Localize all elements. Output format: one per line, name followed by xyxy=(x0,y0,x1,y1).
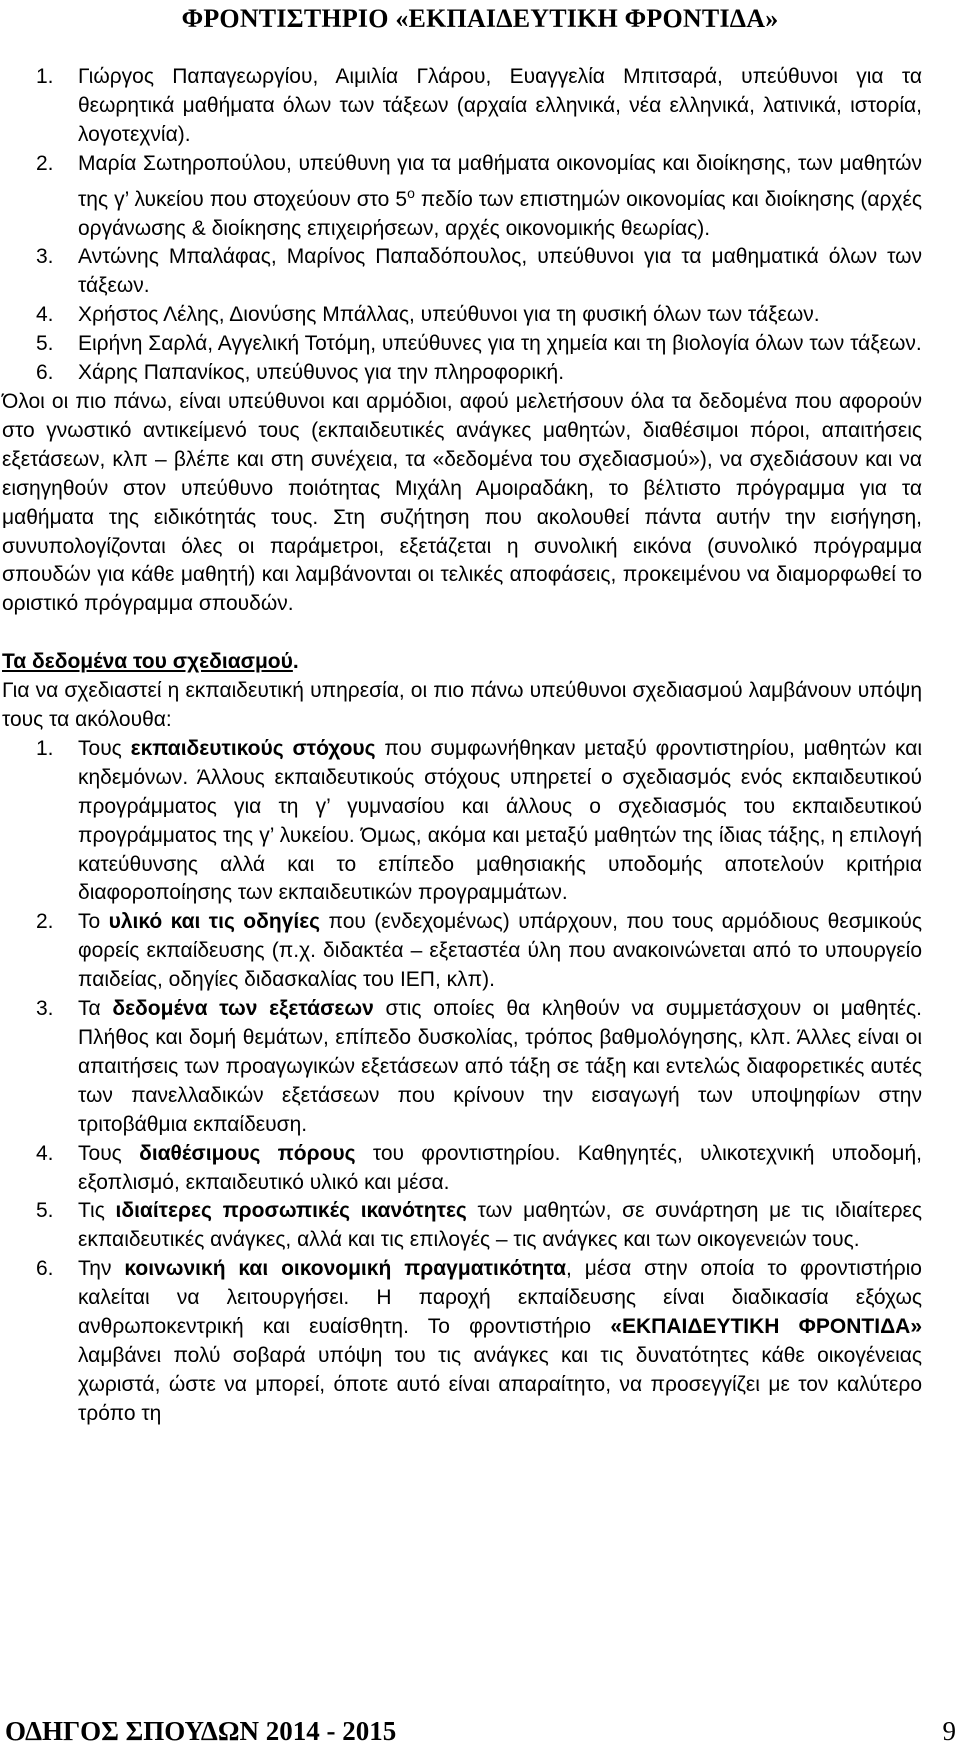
page-footer xyxy=(0,1716,960,1756)
list-number: 1. xyxy=(36,65,54,88)
design-factors-list xyxy=(2,735,922,1429)
list-number: 5. xyxy=(36,332,54,356)
superscript: ο xyxy=(407,184,415,201)
document-body xyxy=(2,63,922,1429)
list-number: 1. xyxy=(36,736,54,760)
emphasis-text: κοινωνική και οικονομική πραγματικότητα xyxy=(124,1257,566,1281)
emphasis-text: εκπαιδευτικούς στόχους xyxy=(130,736,376,760)
section-intro: Για να σχεδιαστεί η εκπαιδευτική υπηρεσία, οι πιο πάνω υπεύθυνοι σχεδιασμού λαμβάνουν υπόψη τους τα ακόλουθα: xyxy=(2,679,922,732)
emphasis-text: δεδομένα των εξετάσεων xyxy=(112,997,374,1021)
emphasis-text: υλικό και τις οδηγίες xyxy=(108,910,321,934)
list-item-text: Την xyxy=(78,1257,125,1281)
list-number: 4. xyxy=(36,303,54,327)
list-number: 3. xyxy=(36,997,54,1021)
list-item-text: Το xyxy=(78,910,109,934)
section-title-text: Τα δεδομένα του σχεδιασμού xyxy=(2,650,293,674)
list-item-text: , μέσα στην οποία το φροντιστήριο καλείται να λειτουργήσει. Η παροχή εκπαίδευσης είναι διαδικασία εξόχως ανθρωποκεντρική και ευαίσθητη. Το φροντιστήριο xyxy=(78,1257,922,1339)
list-item-text: Τους xyxy=(78,1141,140,1165)
list-item-text: που (ενδεχομένως) υπάρχουν, που τους αρμόδιους θεσμικούς φορείς εκπαίδευσης (π.χ. διδακτέα – εξεταστέα ύλη που ανακοινώνεται από το υπουργείο παιδείας, οδηγίες διδασκαλίας του ΙΕΠ, κλπ). xyxy=(78,910,922,992)
list-item xyxy=(2,735,922,908)
list-number: 2. xyxy=(36,151,54,175)
list-item xyxy=(2,359,922,388)
emphasis-text: διαθέσιμους πόρους xyxy=(139,1141,356,1165)
section-title xyxy=(2,648,922,677)
list-item-text: των μαθητών, σε συνάρτηση με τις ιδιαίτερες εκπαιδευτικές ανάγκες, αλλά και τις επιλογές – τις ανάγκες και των οικογενειών τους. xyxy=(78,1199,922,1252)
list-item xyxy=(2,1255,922,1428)
list-item xyxy=(2,1140,922,1198)
list-item-text: Ειρήνη Σαρλά, Αγγελική Τοτόμη, υπεύθυνες για τη χημεία και τη βιολογία όλων των τάξεων. xyxy=(78,332,922,356)
list-item-text: του φροντιστηρίου. Καθηγητές, υλικοτεχνική υποδομή, εξοπλισμό, εκπαιδευτικό υλικό και μέσα. xyxy=(78,1141,922,1194)
list-item-text: Τα xyxy=(78,997,113,1021)
list-item-text: που συμφωνήθηκαν μεταξύ φροντιστηρίου, μαθητών και κηδεμόνων. Άλλους εκπαιδευτικούς στόχους υπηρετεί ο σχεδιασμός ενός εκπαιδευτικού προγράμματος για τη γ’ γυμνασίου και άλλους ο σχεδιασμός του εκπαιδευτικού προγράμματος της γ’ λυκείου. Όμως, ακόμα και μεταξύ μαθητών της ίδιας τάξης, η επιλογή κατεύθυνσης αλλά και το επίπεδο μαθησιακής υποδομής αποτελούν κριτήρια διαφοροποίησης των εκπαιδευτικών προγραμμάτων. xyxy=(78,736,922,905)
list-item-text: Αντώνης Μπαλάφας, Μαρίνος Παπαδόπουλος, υπεύθυνοι για τα μαθηματικά όλων των τάξεων. xyxy=(78,245,922,298)
list-item-text: λαμβάνει πολύ σοβαρά υπόψη του τις ανάγκες και τις δυνατότητες κάθε οικογένειας χωριστά, ώστε να μπορεί, όποτε αυτό είναι απαραίτητο, να προσεγγίζει με τον καλύτερο τρόπο τη xyxy=(78,1343,922,1425)
list-item xyxy=(2,1197,922,1255)
list-item xyxy=(2,63,922,150)
footer-title: ΟΔΗΓΟΣ ΣΠΟΥΔΩΝ 2014 - 2015 xyxy=(5,1716,397,1746)
list-item-text: στις οποίες θα κληθούν να συμμετάσχουν οι μαθητές. Πλήθος και δομή θεμάτων, επίπεδο δυσκολίας, τρόπος βαθμολόγησης, κλπ. Άλλες είναι οι απαιτήσεις των προαγωγικών εξετάσεων από τάξη σε τάξη και εντελώς διαφορετικές αυτές των πανελλαδικών εξετάσεων που κρίνουν την εισαγωγή των υποψηφίων στην τριτοβάθμια εκπαίδευση. xyxy=(78,997,922,1136)
page-header-title: ΦΡΟΝΤΙΣΤΗΡΙΟ «ΕΚΠΑΙΔΕΥΤΙΚΗ ΦΡΟΝΤΙΔΑ» xyxy=(181,4,779,33)
list-item xyxy=(2,301,922,330)
list-item-text: Χάρης Παπανίκος, υπεύθυνος για την πληροφορική. xyxy=(78,361,565,385)
list-item xyxy=(2,995,922,1140)
summary-paragraph: Όλοι οι πιο πάνω, είναι υπεύθυνοι και αρμόδιοι, αφού μελετήσουν όλα τα δεδομένα που αφορούν στο γνωστικό αντικείμενό τους (εκπαιδευτικές ανάγκες μαθητών, διαθέσιμοι πόροι, απαιτήσεις εξετάσεων, κλπ – βλέπε και στη συνέχεια, τα «δεδομένα του σχεδιασμού»), να σχεδιάσουν και να εισηγηθούν στον υπεύθυνο ποιότητας Μιχάλη Αμοιραδάκη, το βέλτιστο πρόγραμμα για τα μαθήματα της ειδικότητάς τους. Στη συζήτηση που ακολουθεί πάντα αυτήν την εισήγηση, συνυπολογίζονται όλες οι παράμετροι, εξετάζεται η συνολική εικόνα (συνολικό πρόγραμμα σπουδών για κάθε μαθητή) και λαμβάνονται οι τελικές αποφάσεις, προκειμένου να διαμορφωθεί το οριστικό πρόγραμμα σπουδών. xyxy=(2,389,922,616)
list-item-text: Μαρία Σωτηροπούλου, υπεύθυνη για τα μαθήματα οικονομίας και διοίκησης, των μαθητών της γ’ λυκείου που στοχεύουν στο 5 xyxy=(78,151,922,211)
list-item xyxy=(2,908,922,995)
list-number: 2. xyxy=(36,910,54,934)
list-item-text: Τις xyxy=(78,1199,116,1223)
list-item xyxy=(2,330,922,359)
emphasis-text: ιδιαίτερες προσωπικές ικανότητες xyxy=(115,1199,467,1223)
list-item-text: Τους xyxy=(78,736,131,760)
list-number: 5. xyxy=(36,1199,54,1223)
list-item-text: Χρήστος Λέλης, Διονύσης Μπάλλας, υπεύθυνοι για τη φυσική όλων των τάξεων. xyxy=(78,303,820,327)
list-number: 6. xyxy=(36,1257,54,1281)
list-item xyxy=(2,150,922,244)
list-item-text: Γιώργος Παπαγεωργίου, Αιμιλία Γλάρου, Ευαγγελία Μπιτσαρά, υπεύθυνοι για τα θεωρητικά μαθήματα όλων των τάξεων (αρχαία ελληνικά, νέα ελληνικά, λατινικά, ιστορία, λογοτεχνία). xyxy=(78,65,922,146)
emphasis-text: «ΕΚΠΑΙΔΕΥΤΙΚΗ ΦΡΟΝΤΙΔΑ» xyxy=(610,1315,923,1339)
section-title-punct: . xyxy=(292,650,299,674)
list-item xyxy=(2,243,922,301)
list-number: 6. xyxy=(36,361,54,385)
page-number: 9 xyxy=(942,1716,956,1746)
staff-list xyxy=(2,63,922,388)
list-number: 3. xyxy=(36,245,54,269)
list-number: 4. xyxy=(36,1141,54,1165)
list-item-text: πεδίο των επιστημών οικονομίας και διοίκησης (αρχές οργάνωσης & διοίκησης επιχειρήσεων, αρχές οικονομικής θεωρίας). xyxy=(78,187,922,240)
